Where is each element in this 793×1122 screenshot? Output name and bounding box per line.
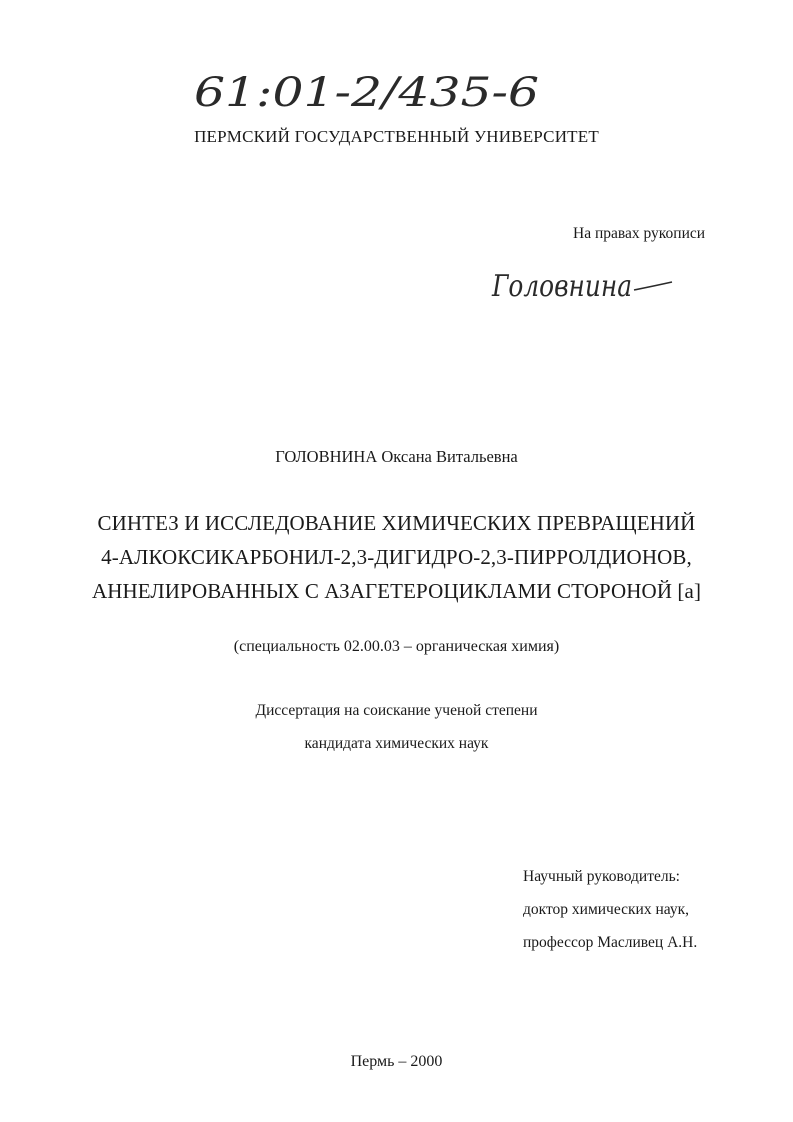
archive-number-text: 61:01-2/435-6: [194, 70, 539, 116]
author-signature: [488, 262, 678, 312]
supervisor-name: профессор Масливец А.Н.: [523, 934, 698, 951]
manuscript-note: На правах рукописи: [573, 225, 706, 242]
supervisor-label: Научный руководитель:: [523, 868, 680, 885]
dissertation-line-2: кандидата химических наук: [304, 735, 489, 752]
title-line-2: 4-АЛКОКСИКАРБОНИЛ-2,3-ДИГИДРО-2,3-ПИРРОЛДИОНОВ,: [101, 545, 692, 569]
university-name: ПЕРМСКИЙ ГОСУДАРСТВЕННЫЙ УНИВЕРСИТЕТ: [194, 127, 599, 146]
author-name: ГОЛОВНИНА Оксана Витальевна: [275, 447, 518, 466]
title-line-3: АННЕЛИРОВАННЫХ С АЗАГЕТЕРОЦИКЛАМИ СТОРОНОЙ [а]: [91, 579, 702, 603]
supervisor-block: [523, 860, 697, 959]
archive-number-handwritten: [190, 60, 550, 120]
dissertation-line-1: Диссертация на соискание ученой степени: [255, 702, 538, 719]
archive-number-svg: [190, 60, 550, 120]
signature-flourish: [634, 282, 672, 290]
specialty-line: (специальность 02.00.03 – органическая химия): [233, 638, 560, 655]
signature-text: Головнина: [491, 269, 632, 304]
title-line-1: СИНТЕЗ И ИССЛЕДОВАНИЕ ХИМИЧЕСКИХ ПРЕВРАЩЕНИЙ: [97, 511, 696, 535]
dissertation-title: [0, 506, 793, 608]
supervisor-degree: доктор химических наук,: [523, 901, 689, 918]
signature-svg: [488, 262, 678, 312]
city-year: Пермь – 2000: [350, 1053, 443, 1070]
